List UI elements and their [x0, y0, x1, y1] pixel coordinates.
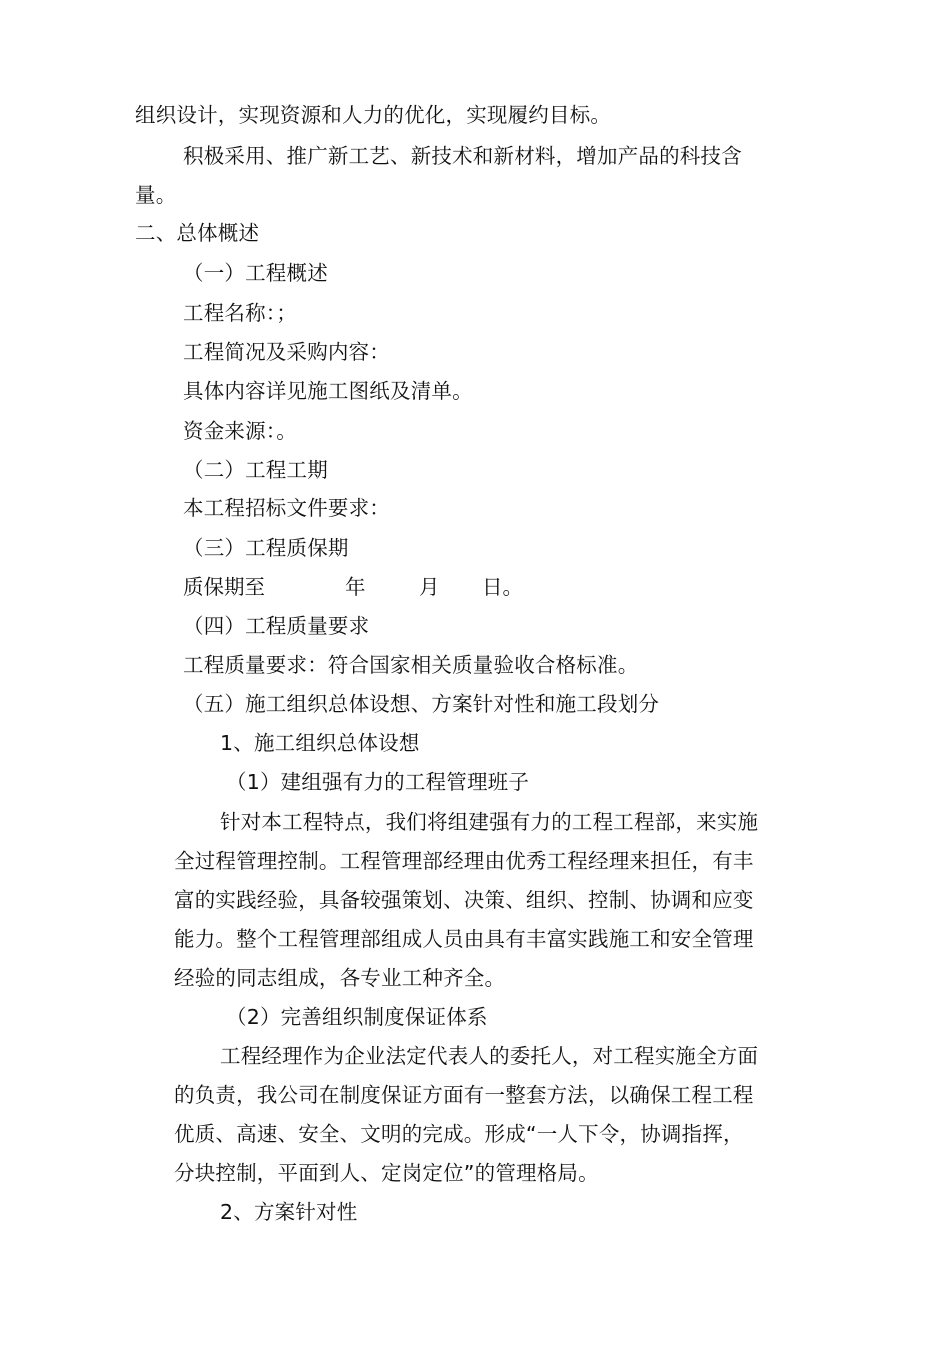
paragraph-line: 的负责，我公司在制度保证方面有一整套方法，以确保工程工程	[174, 1083, 754, 1107]
item-heading: 1、施工组织总体设想	[220, 731, 420, 755]
item-subheading: （2）完善组织制度保证体系	[226, 1005, 488, 1029]
subsection-heading: （二）工程工期	[183, 458, 328, 482]
paragraph-line: 工程质量要求：符合国家相关质量验收合格标准。	[183, 653, 639, 677]
paragraph-line: 具体内容详见施工图纸及清单。	[183, 379, 473, 403]
subsection-heading: （三）工程质保期	[183, 536, 349, 560]
warranty-year: 年	[345, 575, 366, 599]
item-heading: 2、方案针对性	[220, 1200, 358, 1224]
paragraph-line: 资金来源：。	[183, 419, 297, 443]
subsection-heading: （一）工程概述	[183, 261, 328, 285]
warranty-prefix: 质保期至	[183, 575, 265, 599]
paragraph-line: 量。	[135, 183, 177, 207]
paragraph-line: 工程简况及采购内容：	[183, 340, 390, 364]
warranty-day: 日。	[482, 575, 523, 599]
paragraph-line: 针对本工程特点，我们将组建强有力的工程工程部，来实施	[220, 810, 759, 834]
paragraph-line: 优质、高速、安全、文明的完成。形成“一人下令，协调指挥，	[174, 1122, 744, 1146]
paragraph-line: 能力。整个工程管理部组成人员由具有丰富实践施工和安全管理	[174, 927, 754, 951]
item-subheading: （1）建组强有力的工程管理班子	[226, 770, 530, 794]
paragraph-line: 经验的同志组成，各专业工种齐全。	[174, 966, 506, 990]
paragraph-line: 积极采用、推广新工艺、新技术和新材料，增加产品的科技含	[183, 144, 742, 168]
warranty-month: 月	[419, 575, 440, 599]
paragraph-line: 工程经理作为企业法定代表人的委托人，对工程实施全方面	[220, 1044, 759, 1068]
paragraph-line: 分块控制，平面到人、定岗定位”的管理格局。	[174, 1161, 599, 1185]
paragraph-line: 工程名称：；	[183, 301, 297, 325]
paragraph-line: 组织设计，实现资源和人力的优化，实现履约目标。	[135, 103, 612, 127]
section-heading: 二、总体概述	[135, 221, 260, 245]
subsection-heading: （五）施工组织总体设想、方案针对性和施工段划分	[183, 692, 660, 716]
paragraph-line: 全过程管理控制。工程管理部经理由优秀工程经理来担任，有丰	[174, 849, 754, 873]
paragraph-line: 富的实践经验，具备较强策划、决策、组织、控制、协调和应变	[174, 888, 754, 912]
paragraph-line: 本工程招标文件要求：	[183, 496, 390, 520]
subsection-heading: （四）工程质量要求	[183, 614, 370, 638]
